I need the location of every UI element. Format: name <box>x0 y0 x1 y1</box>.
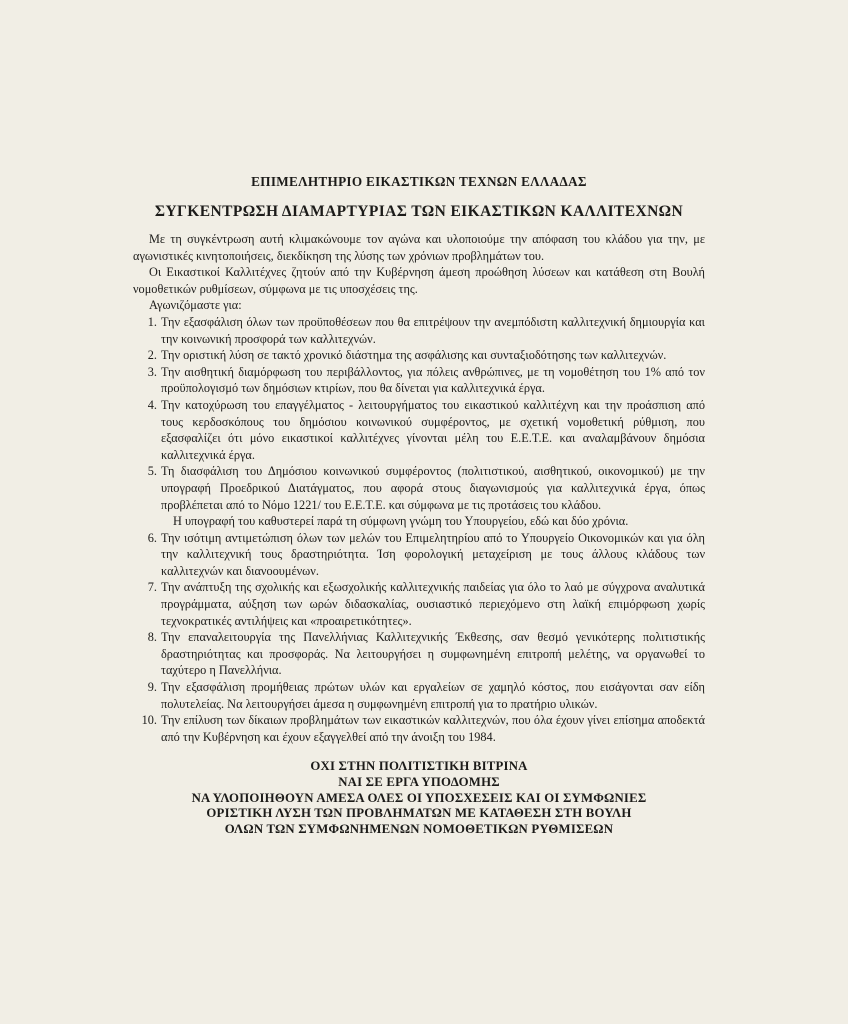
demand-item <box>133 314 705 347</box>
organization-heading: ΕΠΙΜΕΛΗΤΗΡΙΟ ΕΙΚΑΣΤΙΚΩΝ ΤΕΧΝΩΝ ΕΛΛΑΔΑΣ <box>251 174 587 189</box>
slogan-line: ΟΡΙΣΤΙΚΗ ΛΥΣΗ ΤΩΝ ΠΡΟΒΛΗΜΑΤΩΝ ΜΕ ΚΑΤΑΘΕΣΗ ΣΤΗ ΒΟΥΛΗ <box>206 806 632 821</box>
demand-text: Την ανάπτυξη της σχολικής και εξωσχολικής καλλιτεχνικής παιδείας για όλο το λαό με σύγχρονα αναλυτικά προγράμματα, αύξηση των ωρών διδασκαλίας, ουσιαστικό περιεχόμενο στη λαϊκή επιμόρφωση χωρίς τεχνοκρατικές αντιλήψεις και «προαιρετικότητες». <box>161 580 705 628</box>
intro-paragraph-1: Με τη συγκέντρωση αυτή κλιμακώνουμε τον αγώνα και υλοποιούμε την απόφαση του κλάδου για την, με αγωνιστικές κινητοποιήσεις, διεκδίκηση της λύσης των χρόνιων προβλημάτων του. <box>133 232 705 263</box>
demand-number: 4. <box>147 397 157 412</box>
demand-number: 5. <box>147 464 157 479</box>
demand-number: 7. <box>147 580 157 595</box>
demand-text: Την κατοχύρωση του επαγγέλματος - λειτουργήματος του εικαστικού καλλιτέχνη και την προάσπιση από τους κερδοσκόπους του δημόσιου κοινωνικού συμφέροντος, με σχετική νομοθετική ρύθμιση, που εξασφαλίζει ότι μόνο εικαστικοί καλλιτέχνες γίνονται μέλη του Ε.Ε.Τ.Ε. και αναλαμβάνουν δημόσια καλλιτεχνικά έργα. <box>161 397 705 462</box>
demand-5-note: Η υπογραφή του καθυστερεί παρά τη σύμφωνη γνώμη του Υπουργείου, εδώ και δύο χρόνια. <box>173 514 629 529</box>
slogans-block <box>133 759 705 837</box>
demands-list-continued <box>133 530 705 746</box>
demand-text: Την επαναλειτουργία της Πανελλήνιας Καλλιτεχνικής Έκθεσης, σαν θεσμό γενικότερης πολιτιστικής δραστηριότητας και προσφοράς. Να λειτουργήσει η συμφωνημένη επιτροπή μελέτης, να οργανωθεί το ταχύτερο η Πανελλήνια. <box>161 630 705 678</box>
demand-item <box>133 629 705 679</box>
demand-text: Την εξασφάλιση προμήθειας πρώτων υλών και εργαλείων σε χαμηλό κόστος, που εισάγονται σαν είδη πολυτελείας. Να λειτουργήσει άμεσα η συμφωνημένη επιτροπή για το πρατήριο υλικών. <box>161 680 705 711</box>
demand-item <box>133 679 705 712</box>
demand-item <box>133 579 705 629</box>
slogan-line: ΝΑ ΥΛΟΠΟΙΗΘΟΥΝ ΑΜΕΣΑ ΟΛΕΣ ΟΙ ΥΠΟΣΧΕΣΕΙΣ ΚΑΙ ΟΙ ΣΥΜΦΩΝΙΕΣ <box>191 790 647 805</box>
slogan-line: ΟΛΩΝ ΤΩΝ ΣΥΜΦΩΝΗΜΕΝΩΝ ΝΟΜΟΘΕΤΙΚΩΝ ΡΥΘΜΙΣΕΩΝ <box>224 821 614 836</box>
intro-paragraph-2: Οι Εικαστικοί Καλλιτέχνες ζητούν από την Κυβέρνηση άμεση προώθηση λύσεων και κατάθεση στη Βουλή νομοθετικών ρυθμίσεων, σύμφωνα με τις υποσχέσεις της. <box>133 265 705 296</box>
document-title: ΣΥΓΚΕΝΤΡΩΣΗ ΔΙΑΜΑΡΤΥΡΙΑΣ ΤΩΝ ΕΙΚΑΣΤΙΚΩΝ ΚΑΛΛΙΤΕΧΝΩΝ <box>154 203 684 220</box>
demands-list <box>133 314 705 513</box>
demand-item <box>133 712 705 745</box>
demand-text: Την αισθητική διαμόρφωση του περιβάλλοντος, για πόλεις ανθρώπινες, με τη νομοθέτηση του 1% από τον προϋπολογισμό των δημόσιων κτιρίων, που θα δίνεται για καλλιτεχνικά έργα. <box>161 364 705 396</box>
demand-text: Την ισότιμη αντιμετώπιση όλων των μελών του Επιμελητηρίου από το Υπουργείο Οικονομικών και για όλη την καλλιτεχνική τους δραστηριότητα. Ίση φορολογική μεταχείριση με τους άλλους κλάδους των καλλιτεχνών και διανοουμένων. <box>161 530 705 578</box>
demand-text: Τη διασφάλιση του Δημόσιου κοινωνικού συμφέροντος (πολιτιστικού, αισθητικού, οικονομικού) με την υπογραφή Προεδρικού Διατάγματος, που αφορά στους διαγωνισμούς για καλλιτεχνικά έργα, όπως προβλέπεται από το Νόμο 1221/ του Ε.Ε.Τ.Ε. και σύμφωνα με τις προτάσεις του κλάδου. <box>161 464 705 512</box>
demand-number: 3. <box>147 364 157 379</box>
demand-item <box>133 530 705 580</box>
demand-text: Την οριστική λύση σε τακτό χρονικό διάστημα της ασφάλισης και συνταξιοδότησης των καλλιτεχνών. <box>161 348 667 363</box>
slogan-line: ΝΑΙ ΣΕ ΕΡΓΑ ΥΠΟΔΟΜΗΣ <box>338 775 500 789</box>
slogan-line: ΟΧΙ ΣΤΗΝ ΠΟΛΙΤΙΣΤΙΚΗ ΒΙΤΡΙΝΑ <box>310 759 528 774</box>
demand-text: Την εξασφάλιση όλων των προϋποθέσεων που θα επιτρέψουν την ανεμπόδιστη καλλιτεχνική δημιουργία και την κοινωνική προσφορά των καλλιτεχνών. <box>161 314 705 346</box>
demand-item <box>133 364 705 397</box>
demand-number: 8. <box>147 630 157 645</box>
document-body <box>133 174 705 837</box>
demand-number: 10. <box>141 713 157 728</box>
demand-item <box>133 463 705 513</box>
demand-text: Την επίλυση των δίκαιων προβλημάτων των εικαστικών καλλιτεχνών, που όλα έχουν γίνει επίσημα αποδεκτά από την Κυβέρνηση και έχουν εξαγγελθεί από την άνοιξη του 1984. <box>161 713 705 744</box>
demand-number: 1. <box>147 314 157 329</box>
demand-item <box>133 397 705 463</box>
demand-item <box>133 347 705 364</box>
demand-number: 6. <box>147 530 157 545</box>
struggle-for-label: Αγωνιζόμαστε για: <box>149 298 242 313</box>
demand-number: 2. <box>147 348 157 363</box>
demand-number: 9. <box>147 680 157 695</box>
